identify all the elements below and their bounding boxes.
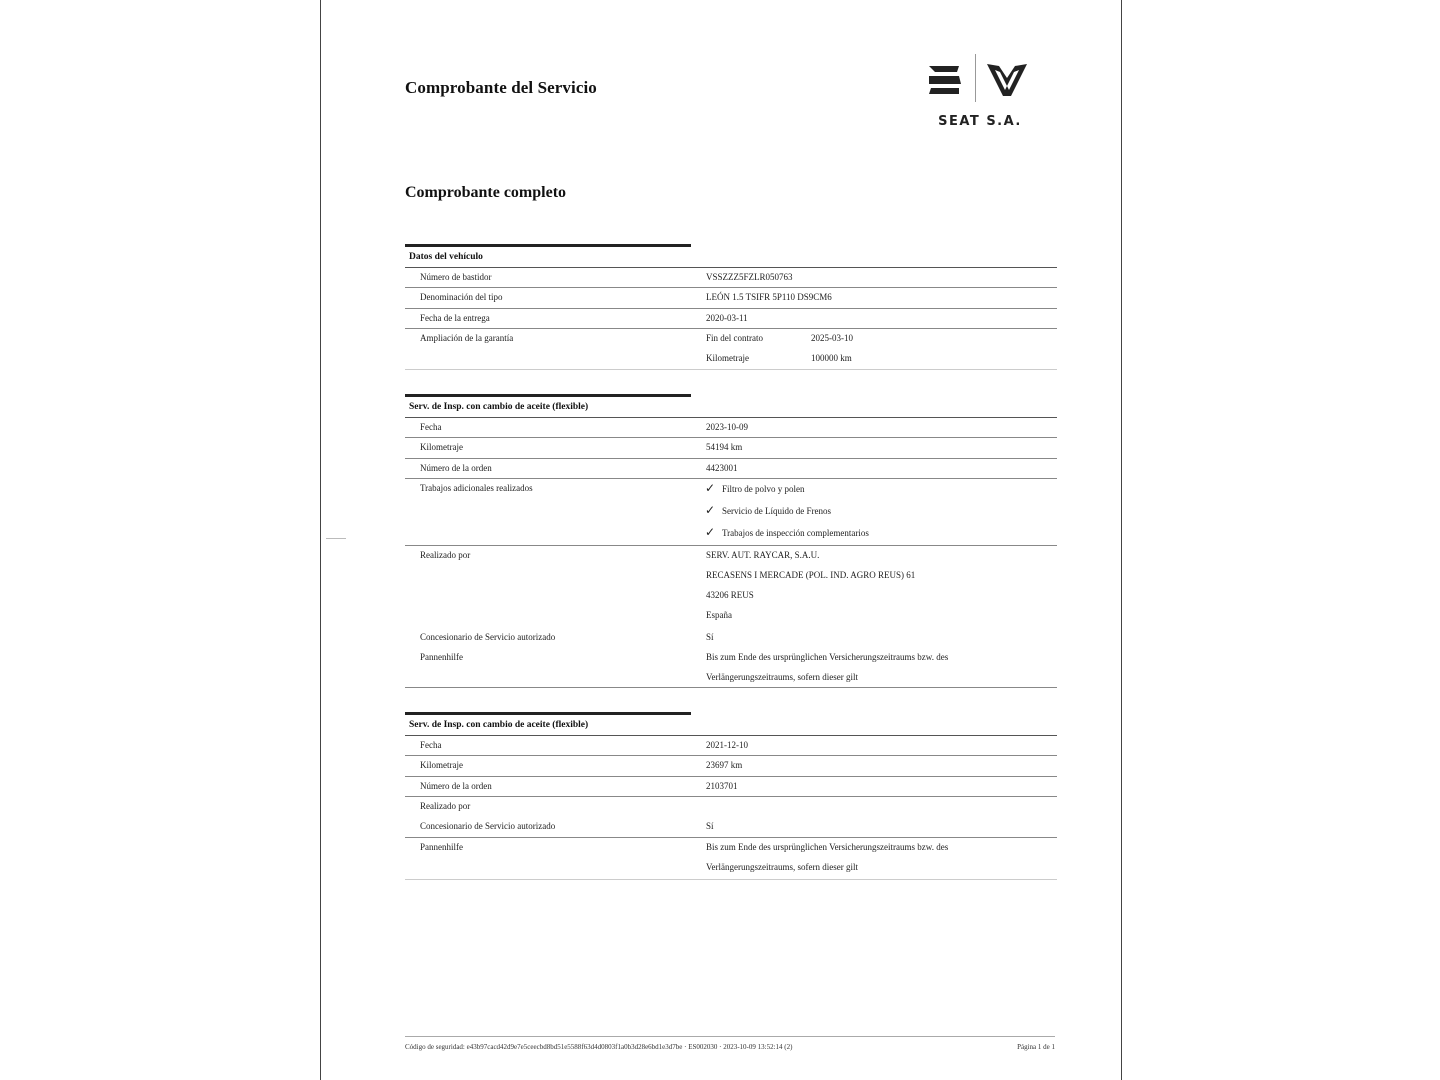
row-value: 2020-03-11 bbox=[706, 313, 748, 323]
table-row bbox=[405, 288, 1057, 309]
row-label: Ampliación de la garantía bbox=[420, 333, 514, 343]
row-value: Verlängerungszeitraums, sofern dieser gilt bbox=[706, 862, 858, 872]
seat-logo-icon bbox=[925, 62, 965, 98]
table-row bbox=[405, 817, 1057, 838]
extra-work-item: Filtro de polvo y polen bbox=[722, 484, 805, 494]
table-row bbox=[405, 628, 1057, 648]
row-label: Pannenhilfe bbox=[420, 842, 463, 852]
extra-work-item: Servicio de Líquido de Frenos bbox=[722, 506, 831, 516]
row-label: Kilometraje bbox=[420, 760, 463, 770]
row-value: RECASENS I MERCADE (POL. IND. AGRO REUS) 61 bbox=[706, 570, 916, 580]
row-label: Fecha bbox=[420, 422, 442, 432]
table-header: Serv. de Insp. con cambio de aceite (flexible) bbox=[405, 398, 1057, 418]
table-top-rule bbox=[405, 244, 691, 247]
row-sub-label: Fin del contrato bbox=[706, 333, 763, 343]
row-label: Número de la orden bbox=[420, 463, 492, 473]
checkmark-icon: ✓ bbox=[705, 503, 716, 517]
row-value: Sí bbox=[706, 632, 714, 642]
row-label: Número de bastidor bbox=[420, 272, 492, 282]
row-label: Realizado por bbox=[420, 801, 471, 811]
service-table-2 bbox=[405, 712, 1057, 884]
cupra-logo-icon bbox=[985, 60, 1029, 100]
table-row bbox=[405, 479, 1057, 546]
table-row bbox=[405, 777, 1057, 797]
table-header: Serv. de Insp. con cambio de aceite (flexible) bbox=[405, 716, 1057, 736]
extra-work-item: Trabajos de inspección complementarios bbox=[722, 528, 869, 538]
row-value: Verlängerungszeitraums, sofern dieser gilt bbox=[706, 672, 858, 682]
row-value: 2023-10-09 bbox=[706, 422, 748, 432]
row-value: España bbox=[706, 610, 732, 620]
row-label: Denominación del tipo bbox=[420, 292, 503, 302]
table-row bbox=[405, 756, 1057, 777]
row-value: LEÓN 1.5 TSIFR 5P110 DS9CM6 bbox=[706, 292, 832, 302]
row-value: VSSZZZ5FZLR050763 bbox=[706, 272, 793, 282]
checkmark-icon: ✓ bbox=[705, 481, 716, 495]
row-label: Pannenhilfe bbox=[420, 652, 463, 662]
row-label: Concesionario de Servicio autorizado bbox=[420, 632, 556, 642]
row-label: Número de la orden bbox=[420, 781, 492, 791]
row-value: Bis zum Ende des ursprünglichen Versicherungszeitraums bzw. des bbox=[706, 842, 949, 852]
row-value: Sí bbox=[706, 821, 714, 831]
row-value: 2103701 bbox=[706, 781, 738, 791]
row-value: Bis zum Ende des ursprünglichen Versicherungszeitraums bzw. des bbox=[706, 652, 949, 662]
service-table-1 bbox=[405, 394, 1057, 690]
row-sub-value: 2025-03-10 bbox=[811, 333, 853, 343]
table-row bbox=[405, 268, 1057, 288]
table-row bbox=[405, 838, 1057, 880]
row-label: Realizado por bbox=[420, 550, 471, 560]
table-row bbox=[405, 546, 1057, 628]
table-header: Datos del vehículo bbox=[405, 248, 1057, 268]
row-value: SERV. AUT. RAYCAR, S.A.U. bbox=[706, 550, 820, 560]
logo-divider bbox=[975, 54, 976, 102]
row-value: 4423001 bbox=[706, 463, 738, 473]
document-page bbox=[320, 0, 1122, 1080]
row-value: 43206 REUS bbox=[706, 590, 754, 600]
table-row bbox=[405, 438, 1057, 459]
table-row bbox=[405, 349, 1057, 370]
row-label: Concesionario de Servicio autorizado bbox=[420, 821, 556, 831]
vehicle-data-table bbox=[405, 244, 1057, 374]
brand-logo bbox=[921, 54, 1031, 134]
table-row bbox=[405, 459, 1057, 479]
row-value: 23697 km bbox=[706, 760, 743, 770]
row-label: Kilometraje bbox=[420, 442, 463, 452]
brand-name: SEAT S.A. bbox=[938, 114, 1022, 129]
security-code: Código de seguridad: e43b97cacd42d9e7e5ceecbd8bd51e5588f63d4d0803f1a0b3d28e6bd1e3d7be · ES002030 · 2023-10-09 13:52:14 (2) bbox=[405, 1043, 793, 1051]
section-title: Comprobante completo bbox=[405, 184, 567, 201]
table-row bbox=[405, 309, 1057, 329]
checkmark-icon: ✓ bbox=[705, 525, 716, 539]
table-top-rule bbox=[405, 712, 691, 715]
table-row bbox=[405, 418, 1057, 438]
table-row bbox=[405, 797, 1057, 817]
row-sub-label: Kilometraje bbox=[706, 353, 749, 363]
row-value: 2021-12-10 bbox=[706, 740, 748, 750]
row-label: Fecha bbox=[420, 740, 442, 750]
row-value: 54194 km bbox=[706, 442, 743, 452]
table-top-rule bbox=[405, 394, 691, 397]
row-sub-value: 100000 km bbox=[811, 353, 852, 363]
row-label: Trabajos adicionales realizados bbox=[420, 483, 533, 493]
document-title: Comprobante del Servicio bbox=[405, 78, 597, 97]
margin-mark bbox=[326, 538, 346, 539]
table-row bbox=[405, 329, 1057, 349]
table-row bbox=[405, 648, 1057, 688]
page-number: Página 1 de 1 bbox=[1017, 1043, 1055, 1051]
page-footer bbox=[405, 1036, 1055, 1056]
table-row bbox=[405, 736, 1057, 756]
row-label: Fecha de la entrega bbox=[420, 313, 490, 323]
